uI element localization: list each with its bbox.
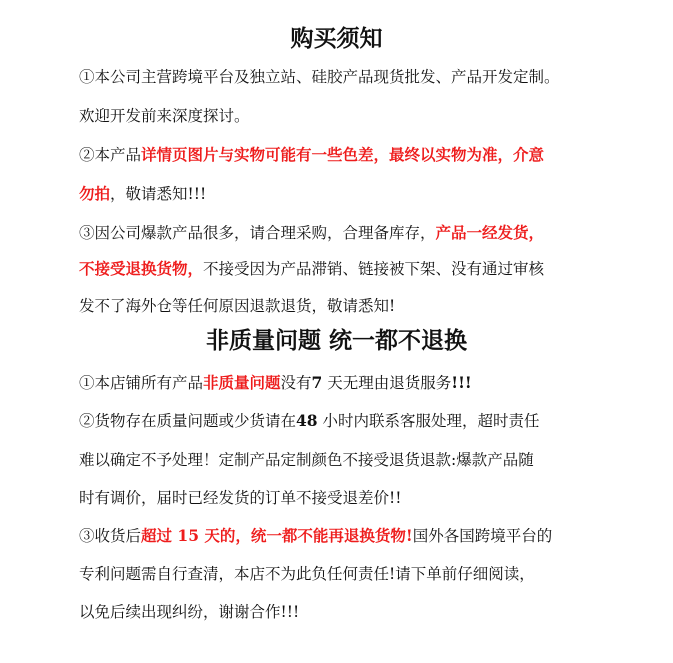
- notice-item-2-line-2: [79, 183, 669, 205]
- notice-item-1-line-1: ①本公司主营跨境平台及独立站、硅胶产品现货批发、产品开发定制。: [79, 68, 560, 86]
- notice-item-3-line-2: [79, 258, 669, 280]
- purchase-notice-title: 购买须知: [290, 26, 383, 52]
- notice-item-2-suffix: ，敬请悉知!!!: [110, 185, 207, 203]
- policy-item-1-days: 7: [311, 373, 323, 392]
- policy-item-2-line-1: [79, 410, 669, 432]
- notice-item-3-line-1: [79, 222, 669, 244]
- policy-item-2-suffix: 小时内联系客服处理，超时责任: [317, 412, 540, 430]
- notice-item-1-line-2: 欢迎开发前来深度探讨。: [79, 107, 250, 125]
- notice-item-3-no-return: 不接受退换货物，: [79, 259, 204, 278]
- policy-item-1-service: 天无理由退货服务: [322, 374, 452, 392]
- policy-item-2-line-3: 时有调价，届时已经发货的订单不接受退差价!!: [79, 489, 402, 507]
- policy-item-3-suffix: 国外各国跨境平台的: [412, 527, 553, 545]
- policy-item-3-line-1: [79, 525, 669, 547]
- notice-item-2-prefix: ②本产品: [79, 146, 142, 164]
- policy-item-3-line-2: 专利问题需自行查清，本店不为此负任何责任!请下单前仔细阅读，: [79, 565, 535, 583]
- policy-item-1-highlight: 非质量问题: [203, 373, 281, 392]
- notice-item-3-detail: 不接受因为产品滞销、链接被下架、没有通过审核: [203, 260, 545, 278]
- notice-item-3-prefix: ③因公司爆款产品很多，请合理采购，合理备库存，: [79, 224, 436, 242]
- policy-item-3-line-3: 以免后续出现纠纷，谢谢合作!!!: [79, 603, 300, 621]
- policy-item-1-prefix: ①本店铺所有产品: [79, 374, 204, 392]
- policy-item-1-line: [79, 372, 669, 394]
- policy-item-1-exclaim: !!!: [451, 373, 472, 392]
- notice-item-2-warning: 详情页图片与实物可能有一些色差，最终以实物为准，介意: [141, 145, 545, 164]
- return-policy-title: 非质量问题 统一都不退换: [205, 328, 467, 354]
- policy-item-3-warning: 超过 15 天的，统一都不能再退换货物!: [141, 526, 413, 545]
- notice-item-3-line-3: 发不了海外仓等任何原因退款退货，敬请悉知!: [79, 297, 396, 315]
- policy-item-2-prefix: ②货物存在质量问题或少货请在: [79, 412, 297, 430]
- notice-item-2-line-1: [79, 144, 669, 166]
- policy-item-2-line-2: 难以确定不予处理！定制产品定制颜色不接受退货退款:爆款产品随: [79, 451, 534, 469]
- policy-item-1-mid: 没有: [280, 374, 312, 392]
- policy-item-2-hours: 48: [296, 411, 318, 430]
- notice-item-2-warning-end: 勿拍: [79, 184, 111, 203]
- policy-item-3-prefix: ③收货后: [79, 527, 142, 545]
- notice-item-3-warning: 产品一经发货，: [435, 223, 545, 242]
